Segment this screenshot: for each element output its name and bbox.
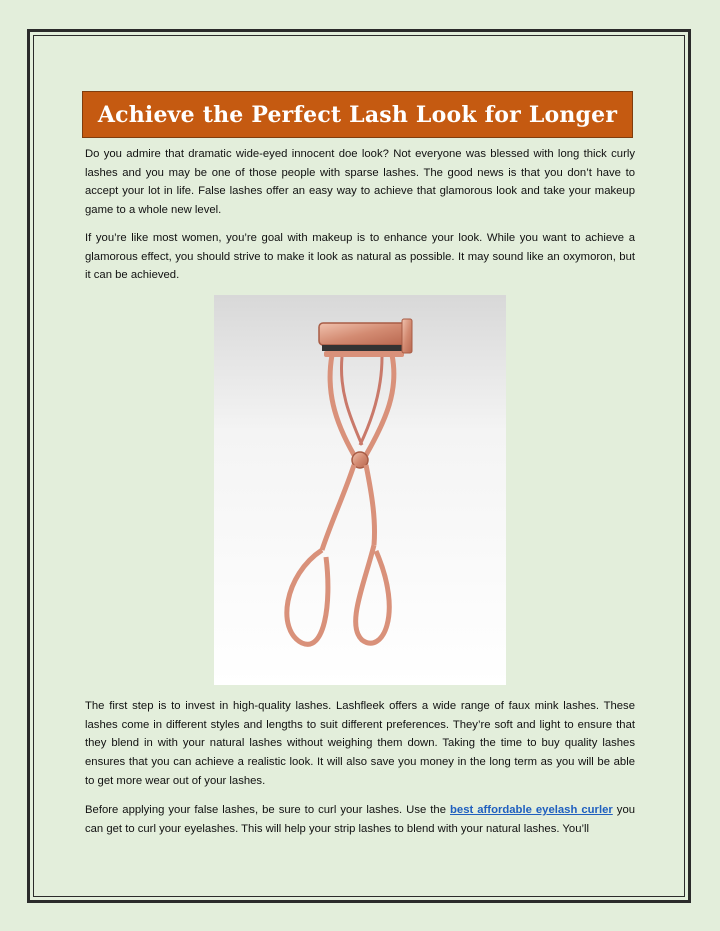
eyelash-curler-image [214,295,506,685]
paragraph-text-start: Before applying your false lashes, be sure to curl your lashes. Use the [85,804,451,816]
paragraph-natural-look: If you’re like most women, you’re goal with makeup is to enhance your look. While you want to achieve a glamorous effect, you should strive to make it look as natural as possible. It may sound like an oxymoron, but it can be achieved. [85,232,635,282]
paragraph-text-end: you can get to curl your eyelashes. This will help your strip lashes to blend with your natural lashes. You’ll [85,804,636,835]
title-banner [82,91,633,138]
paragraph-quality-lashes: The first step is to invest in high-quality lashes. Lashfleek offers a wide range of faux mink lashes. These lashes come in different styles and lengths to suit different preferences. They’re soft and light to ensure that they blend in with your natural lashes without weighing them down. Taking the time to buy quality lashes ensures that you can achieve a realistic look. It will also save you money in the long term as you will be able to get more wear out of your lashes. [85,700,635,787]
page-title: Achieve the Perfect Lash Look for Longer [97,101,618,128]
paragraph-curl-lashes [85,801,635,838]
paragraph-intro: Do you admire that dramatic wide-eyed innocent doe look? Not everyone was blessed with long thick curly lashes and you may be one of those people with sparse lashes. The good news is that you don’t have to accept your lot in life. False lashes offer an easy way to achieve that glamorous look and take your makeup game to a whole new level. [85,148,635,217]
eyelash-curler-illustration [214,295,506,685]
eyelash-curler-link[interactable]: best affordable eyelash curler [450,804,613,816]
